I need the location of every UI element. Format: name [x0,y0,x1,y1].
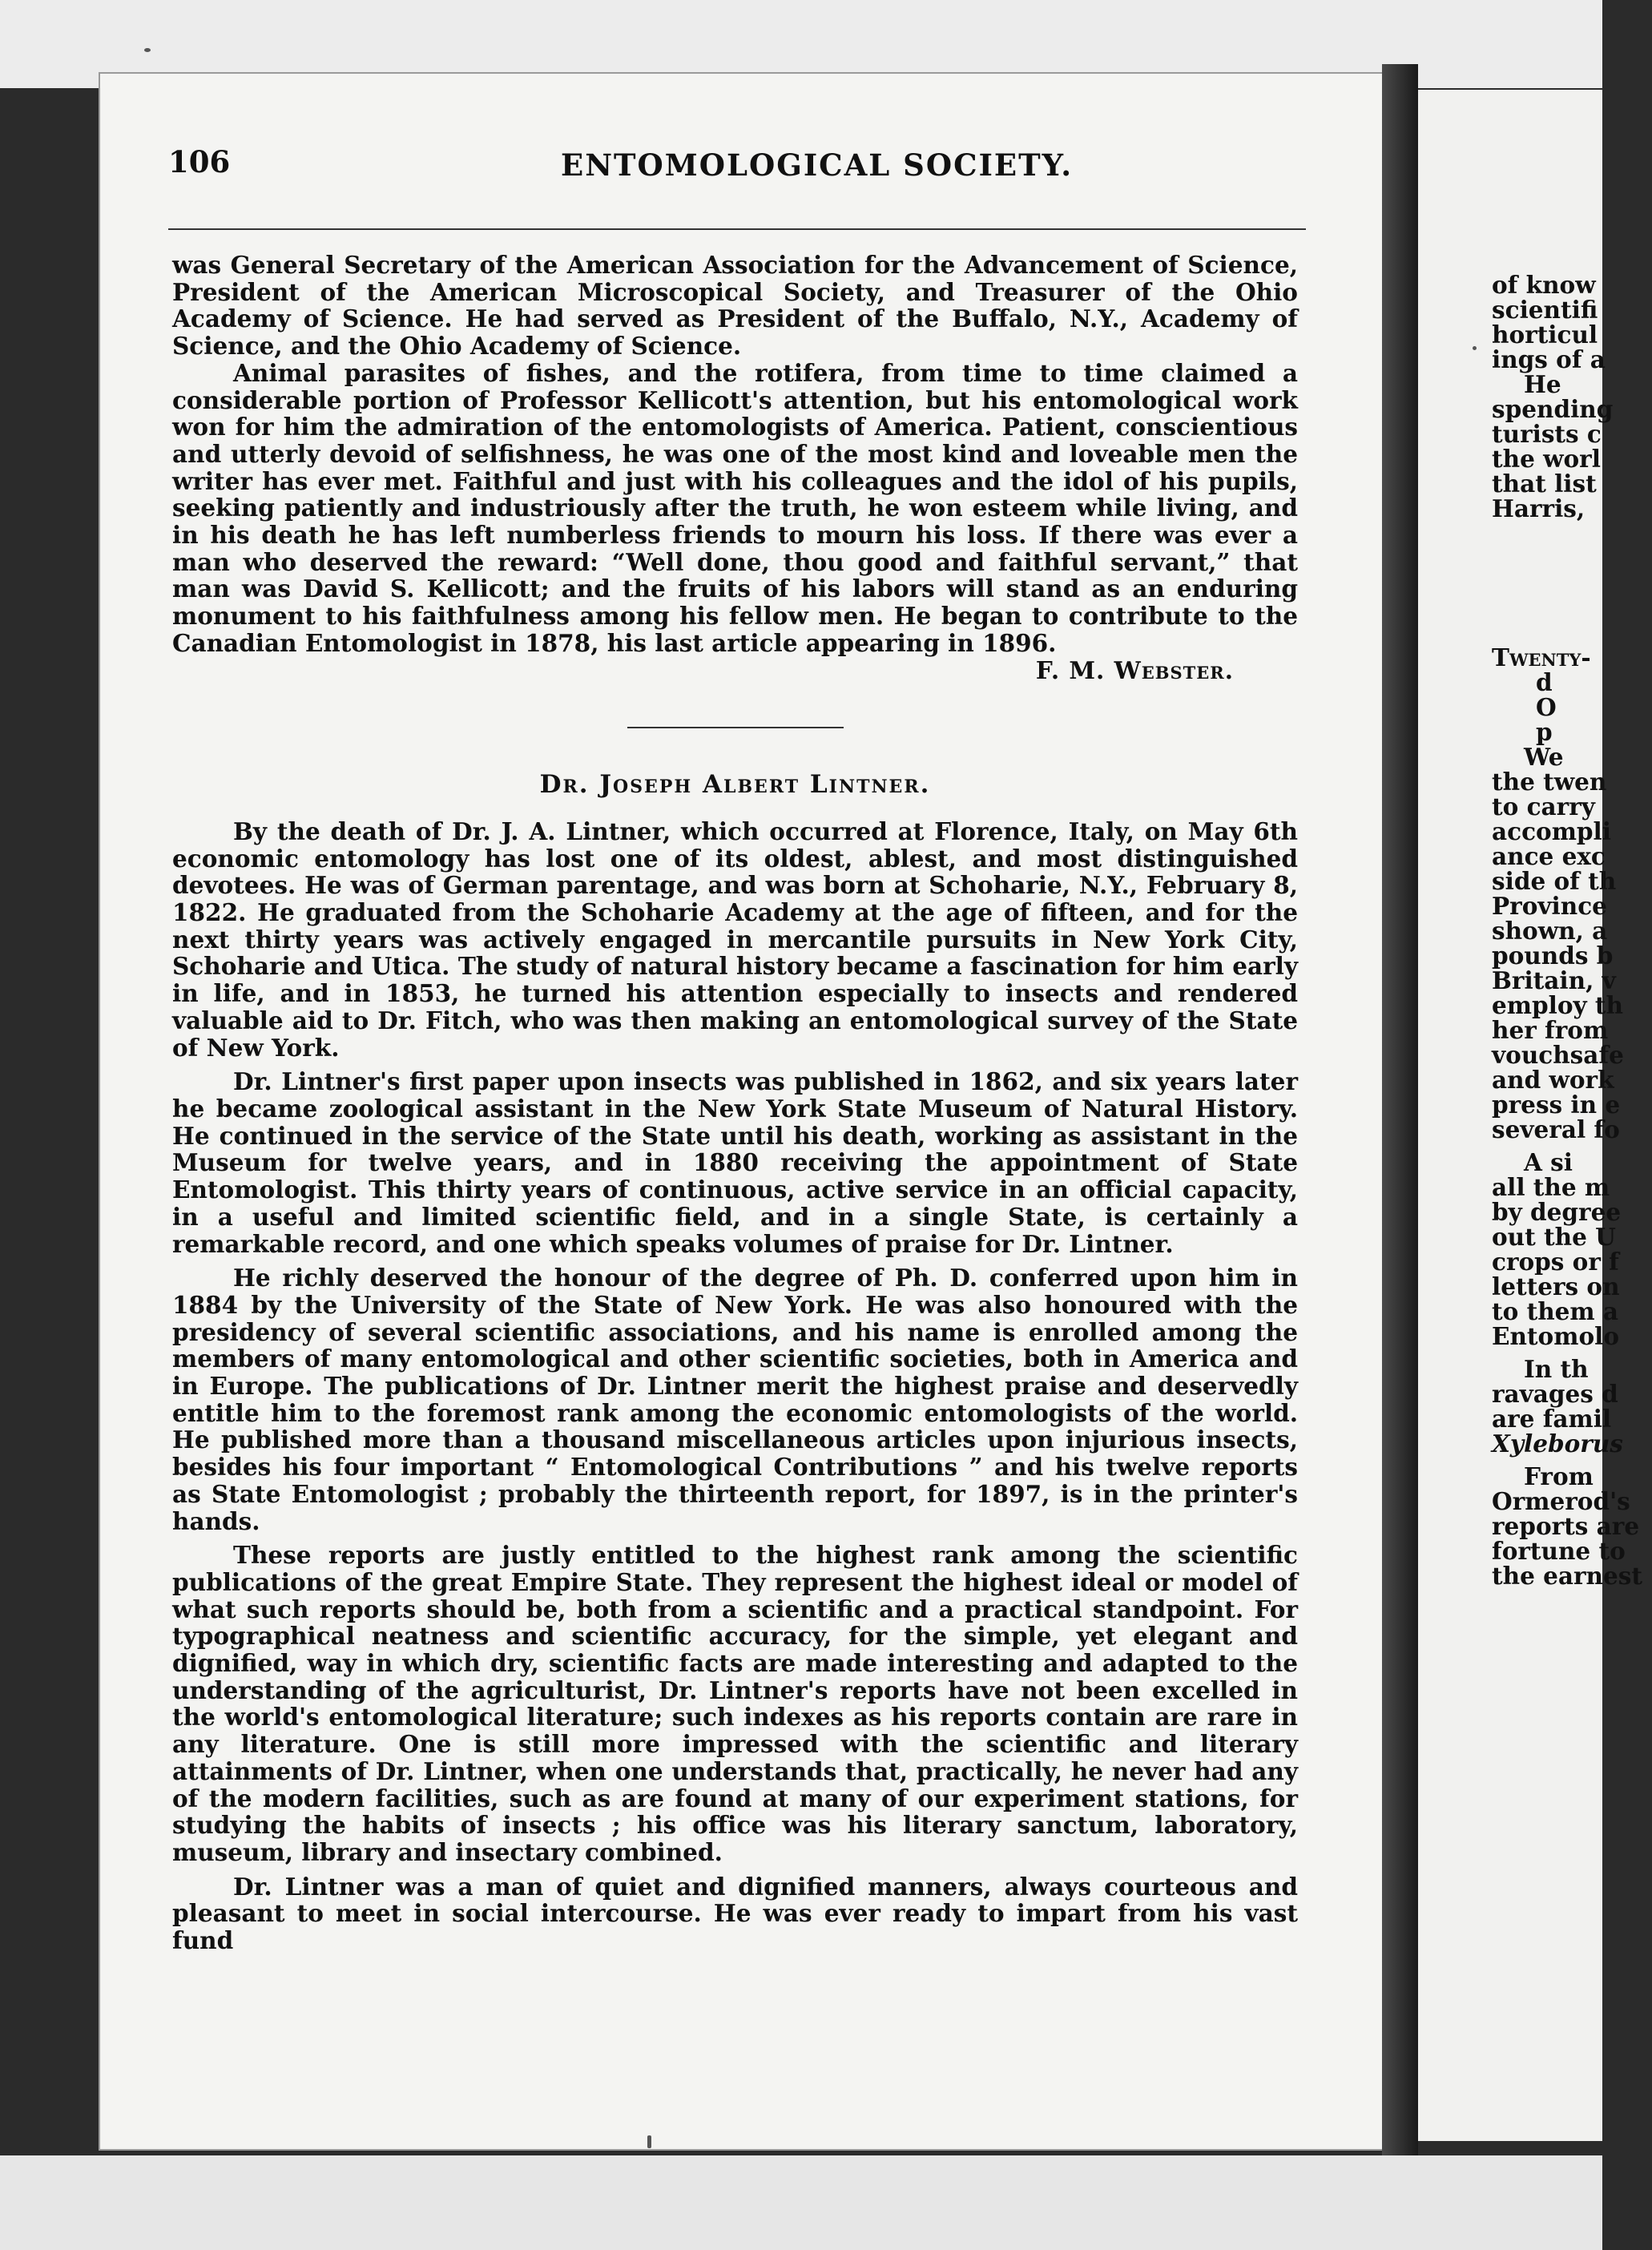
facing-line: We [1524,743,1564,771]
facing-line: by degree [1492,1198,1622,1226]
book-page-right [1418,90,1642,2141]
facing-line: the worl [1492,445,1601,473]
facing-line: Entomolo [1492,1322,1620,1350]
facing-line: reports are [1492,1512,1640,1540]
facing-line: all the m [1492,1173,1610,1201]
facing-line: Britain, v [1492,966,1616,994]
facing-line: From [1524,1462,1594,1490]
facing-line: accompli [1492,817,1611,845]
facing-line: ravages d [1492,1380,1618,1408]
facing-line: to them a [1492,1297,1619,1325]
facing-line: the twen [1492,768,1607,796]
scan-speck [144,48,151,52]
paragraph: Dr. Lintner was a man of quiet and dignified manners, always courteous and pleasant to meet in social intercourse. He was ever ready to impart from his vast fund [172,1872,1298,1955]
facing-line: Ormerod's [1492,1487,1630,1515]
body-text [172,252,1298,1954]
facing-line: spending [1492,395,1614,423]
page-number: 106 [168,144,231,179]
facing-line: scientifi [1492,296,1598,324]
facing-line: and work [1492,1066,1614,1094]
scan-speck [1473,346,1477,350]
facing-line: to carry [1492,792,1595,821]
facing-line: He [1524,370,1561,398]
facing-line: are famil [1492,1405,1612,1433]
facing-line: her from [1492,1016,1609,1044]
running-head [168,144,1370,192]
signature: F. M. Webster. [1035,655,1234,684]
paragraph: Animal parasites of fishes, and the rotifera, from time to time claimed a considerable portion of Professor Kellicott's attention, but his entomological work won for him the admiration of the entomologists of America. Patient, conscientious and utterly devoid of selfishness, he was one of the most kind and loveable men the writer has ever met. Faithful and just with his colleagues and the idol of his pupils, seeking patiently and industriously after the truth, he won esteem while living, and in his death he has left numberless friends to mourn his loss. If there was ever a man who deserved the reward: “Well done, thou good and faithful servant,” that man was David S. Kellicott; and the fruits of his labors will stand as an enduring monument to his faithfulness among his fellow men. He began to contribute to the Canadian Entomologist in 1878, his last article appearing in 1896. [172,358,1298,657]
facing-line: horticul [1492,321,1598,349]
scan-background-bottom [0,2155,1602,2250]
facing-line: out the U [1492,1223,1616,1251]
facing-line: press in e [1492,1091,1621,1119]
facing-line: of know [1492,271,1596,299]
facing-line: O [1536,693,1557,721]
facing-line: the earnest [1492,1562,1642,1590]
section-divider [627,727,844,728]
facing-line: vouchsafe [1492,1041,1624,1069]
facing-line: that list [1492,470,1597,498]
paragraph: By the death of Dr. J. A. Lintner, which occurred at Florence, Italy, on May 6th economic entomology has lost one of its oldest, ablest, and most distinguished devotees. He was of German parentage, and was born at Schoharie, N.Y., February 8, 1822. He graduated from the Schoharie Academy at the age of fifteen, and for the next thirty years was actively engaged in mercantile pursuits in New York City, Schoharie and Utica. The study of natural history became a fascination for him early in life, and in 1853, he turned his attention especially to insects and rendered valuable aid to Dr. Fitch, who was then making an entomological survey of the State of New York. [172,817,1298,1062]
paragraph: He richly deserved the honour of the degree of Ph. D. conferred upon him in 1884 by the University of the State of New York. He was also honoured with the presidency of several scientific associations, and his name is enrolled among the members of many entomological and other scientific societies, both in America and in Europe. The publications of Dr. Lintner merit the highest praise and deservedly entitle him to the foremost rank among the economic entomologists of the world. He published more than a thousand miscellaneous articles upon injurious insects, besides his four important “ Entomological Contributions ” and his twelve reports as State Entomologist ; probably the thirteenth report, for 1897, is in the printer's hands. [172,1264,1298,1535]
facing-line: shown, a [1492,917,1608,945]
facing-line: d [1536,668,1553,696]
facing-line: Twenty- [1492,643,1591,671]
facing-page-text [1492,272,1652,1588]
running-title: ENTOMOLOGICAL SOCIETY. [561,147,1074,183]
book-gutter [1382,64,1418,2155]
facing-line: Harris, [1492,494,1586,522]
header-rule [168,228,1306,230]
paragraph: These reports are justly entitled to the highest rank among the scientific publications of the great Empire State. They represent the highest ideal or model of what such reports should be, both from a scientific and a practical standpoint. For typographical neatness and scientific accuracy, for the simple, yet elegant and dignified, way in which dry, scientific facts are made interesting and adapted to the understanding of the agriculturist, Dr. Lintner's reports have not been excelled in the world's entomological literature; such indexes as his reports contain are rare in any literature. One is still more impressed with the scientific and literary attainments of Dr. Lintner, when one understands that, practically, he never had any of the modern facilities, such as are found at many of our experiment stations, for studying the habits of insects ; his office was his literary sanctum, laboratory, museum, library and insectary combined. [172,1541,1298,1866]
facing-line: ings of a [1492,345,1606,373]
paragraph: was General Secretary of the American Association for the Advancement of Science, President of the American Microscopical Society, and Treasurer of the Ohio Academy of Science. He had served as President of the Buffalo, N.Y., Academy of Science, and the Ohio Academy of Science. [172,251,1298,361]
paragraph: Dr. Lintner's first paper upon insects was published in 1862, and six years later he became zoological assistant in the New York State Museum of Natural History. He continued in the service of the State until his death, working as assistant in the Museum for twelve years, and in 1880 receiving the appointment of State Entomologist. This thirty years of continuous, active service in an official capacity, in a useful and limited scientific field, and in a single State, is certainly a remarkable record, and one which speaks volumes of praise for Dr. Lintner. [172,1067,1298,1258]
section-title: Dr. Joseph Albert Lintner. [539,770,931,800]
facing-line: several fo [1492,1115,1620,1143]
facing-line: In th [1524,1355,1589,1383]
facing-line: letters on [1492,1272,1620,1300]
facing-line: fortune to [1492,1537,1626,1565]
scan-speck [647,2135,651,2148]
facing-line: turists c [1492,420,1602,448]
facing-line: A si [1524,1148,1573,1176]
facing-line: Province [1492,892,1607,920]
facing-line: employ th [1492,991,1623,1019]
facing-line: crops or f [1492,1248,1619,1276]
facing-line: Xyleborus [1492,1429,1623,1458]
facing-line: ance exc [1492,842,1606,870]
book-page-left [100,74,1382,2149]
facing-line: pounds b [1492,942,1614,970]
facing-line: side of th [1492,867,1617,895]
facing-line: p [1536,718,1553,746]
